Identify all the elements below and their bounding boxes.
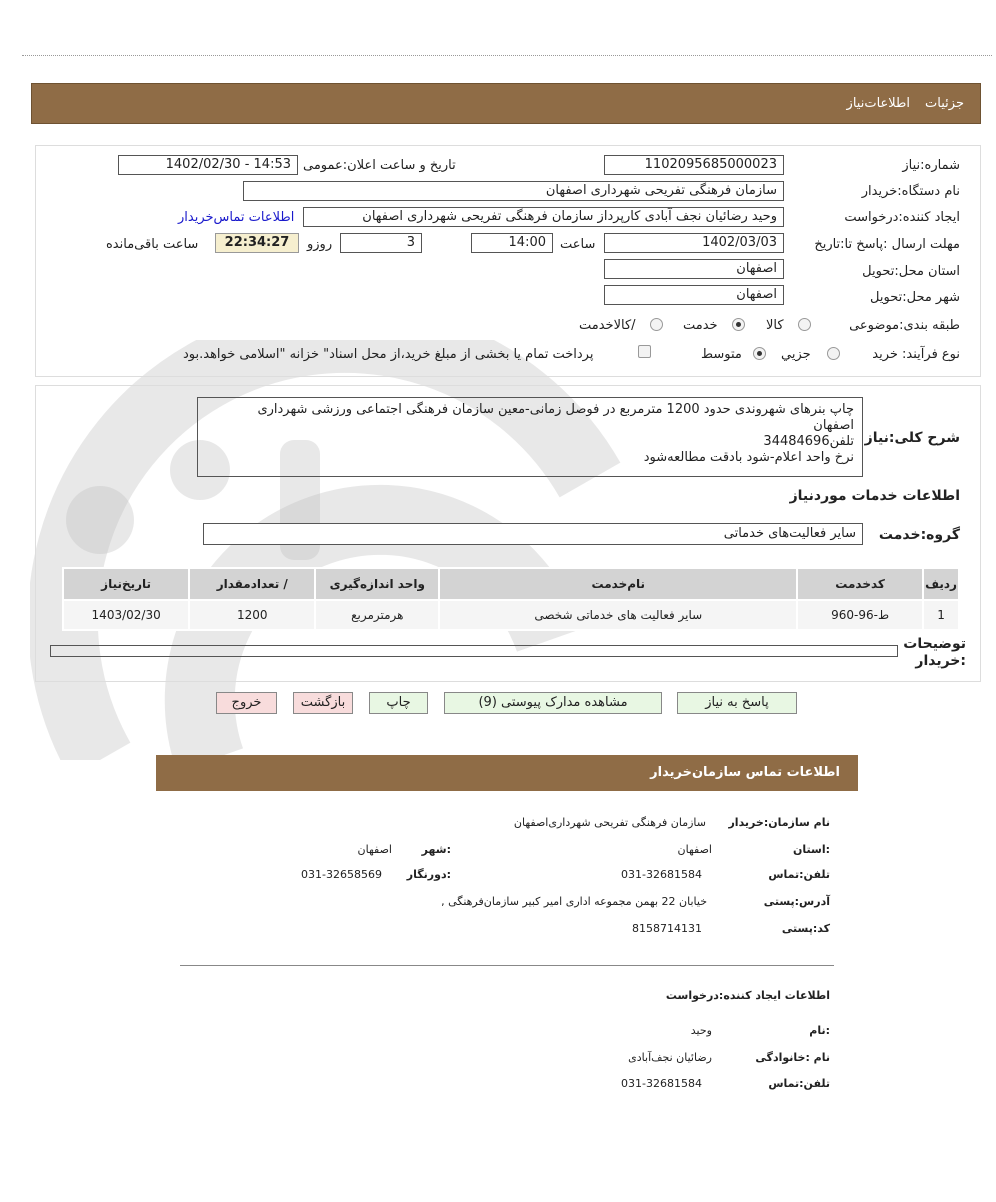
cell-service-code: ط-96-960 [797,600,923,630]
contact-province-label: :استان [793,843,830,856]
service-group-label: گروه:خدمت [878,527,960,543]
col-quantity: / تعدادمقدار [189,568,315,600]
contact-address-value: خیابان 22 بهمن مجموعه اداری امیر کبیر سازمان‌فرهنگی , [441,895,707,908]
top-divider [22,55,992,56]
page-header [31,83,981,124]
category-label: طبقه بندی:موضوعی [849,318,960,333]
header-tab-details[interactable]: جزئیات [925,96,964,111]
back-button[interactable]: بازگشت [293,692,353,714]
col-need-date: تاریخ‌نیاز [63,568,189,600]
contact-address-label: آدرس:پستی [763,895,830,908]
category-option-goods-service: /کالاخدمت [579,318,636,333]
creator-field: وحید رضائیان نجف آبادی کارپرداز سازمان فرهنگی تفریحی شهرداری اصفهان [303,207,784,227]
description-line-2: اصفهان [813,418,854,433]
contact-province-value: اصفهان [677,843,712,856]
contact-city-value: اصفهان [357,843,392,856]
description-line-4: نرخ واحد اعلام-شود بادقت مطالعه‌شود [643,450,854,465]
creator-label: ایجاد کننده:درخواست [844,210,960,225]
treasury-payment-checkbox[interactable] [638,345,651,358]
process-radio-minor[interactable] [827,347,840,360]
buyer-notes-label: توضیحات :خریدار [903,636,966,669]
description-label: شرح کلی:نیاز [864,430,960,446]
col-service-name: نام‌خدمت [439,568,797,600]
contact-fax-label: :دورنگار [406,868,451,881]
header-tab-need-info[interactable]: اطلاعات‌نیاز [846,96,910,111]
cell-service-name: سایر فعالیت های خدماتی شخصی [439,600,797,630]
deadline-date-field: 1402/03/03 [604,233,784,253]
org-name-label: نام سازمان:خریدار [728,816,830,829]
days-field: 3 [340,233,422,253]
category-radio-goods-service[interactable] [650,318,663,331]
city-field: اصفهان [604,285,784,305]
buyer-contact-link[interactable]: اطلاعات تماس‌خریدار [178,210,295,225]
creator-family-value: رضائیان نجف‌آبادی [628,1051,712,1064]
col-service-code: کدخدمت [797,568,923,600]
need-info-panel [35,145,981,377]
print-button[interactable]: چاپ [369,692,428,714]
org-name-value: سازمان فرهنگی تفریحی شهرداری‌اصفهان [513,816,706,829]
category-radio-goods[interactable] [798,318,811,331]
contact-phone-label: تلفن:تماس [768,868,830,881]
col-row: ردیف [923,568,959,600]
announce-field: 1402/02/30 - 14:53 [118,155,298,175]
buyer-notes-field [50,645,898,657]
buyer-org-field: سازمان فرهنگی تفریحی شهرداری اصفهان [243,181,784,201]
cell-unit: هرمترمربع [315,600,439,630]
view-documents-button[interactable]: مشاهده مدارک پیوستی (9) [444,692,662,714]
contact-divider [180,965,834,966]
contact-city-label: :شهر [421,843,451,856]
service-group-field: سایر فعالیت‌های خدماتی [203,523,863,545]
contact-postal-value: 8158714131 [632,922,702,935]
process-label: نوع فرآیند: خرید [872,347,960,362]
treasury-payment-label: پرداخت تمام یا بخشی از مبلغ خرید،از محل اسناد" خزانه "اسلامی خواهد.بود [183,347,594,362]
process-option-medium: متوسط [701,347,742,362]
contact-fax-value: 031-32658569 [301,868,382,881]
creator-phone-label: تلفن:تماس [768,1077,830,1090]
description-line-1: چاپ بنرهای شهروندی حدود 1200 مترمربع در فوصل زمانی-معین سازمان فرهنگی اجتماعی ورزشی شهرداری [257,402,854,417]
reply-button[interactable]: پاسخ به نیاز [677,692,797,714]
creator-name-label: :نام [809,1024,830,1037]
description-box [197,397,863,477]
creator-info-title: اطلاعات ایجاد کننده:درخواست [665,989,830,1002]
remaining-time-field: 22:34:27 [215,233,299,253]
creator-name-value: وحید [690,1024,712,1037]
cell-row: 1 [923,600,959,630]
announce-label: تاریخ و ساعت اعلان:عمومی [303,158,456,173]
category-option-service: خدمت [683,318,718,333]
contact-phone-value: 031-32681584 [621,868,702,881]
buyer-org-label: نام دستگاه:خریدار [861,184,960,199]
cell-quantity: 1200 [189,600,315,630]
cell-need-date: 1403/02/30 [63,600,189,630]
creator-family-label: نام :خانوادگی [755,1051,830,1064]
services-table [62,567,960,631]
city-label: شهر محل:تحویل [870,290,960,305]
process-option-minor: جزيي [781,347,811,362]
contact-section-title: اطلاعات تماس سازمان‌خریدار [650,765,840,780]
contact-section-header [156,755,858,791]
process-radio-medium[interactable] [753,347,766,360]
days-label: روزو [307,237,333,252]
deadline-time-field: 14:00 [471,233,553,253]
contact-postal-label: کد:پستی [781,922,830,935]
col-unit: واحد اندازه‌گیری [315,568,439,600]
need-number-label: شماره:نیاز [902,158,960,173]
category-option-goods: کالا [766,318,784,333]
description-line-3: تلفن34484696 [763,434,854,449]
remaining-label: ساعت باقی‌مانده [106,237,199,252]
category-radio-service[interactable] [732,318,745,331]
creator-phone-value: 031-32681584 [621,1077,702,1090]
need-number-field: 1102095685000023 [604,155,784,175]
deadline-label: مهلت ارسال :پاسخ تا:تاریخ [814,237,960,252]
services-table-header [63,568,959,600]
table-row [63,600,959,630]
services-title: اطلاعات خدمات موردنیاز [789,488,960,504]
time-label: ساعت [560,237,596,252]
province-field: اصفهان [604,259,784,279]
province-label: استان محل:تحویل [862,264,960,279]
exit-button[interactable]: خروج [216,692,277,714]
